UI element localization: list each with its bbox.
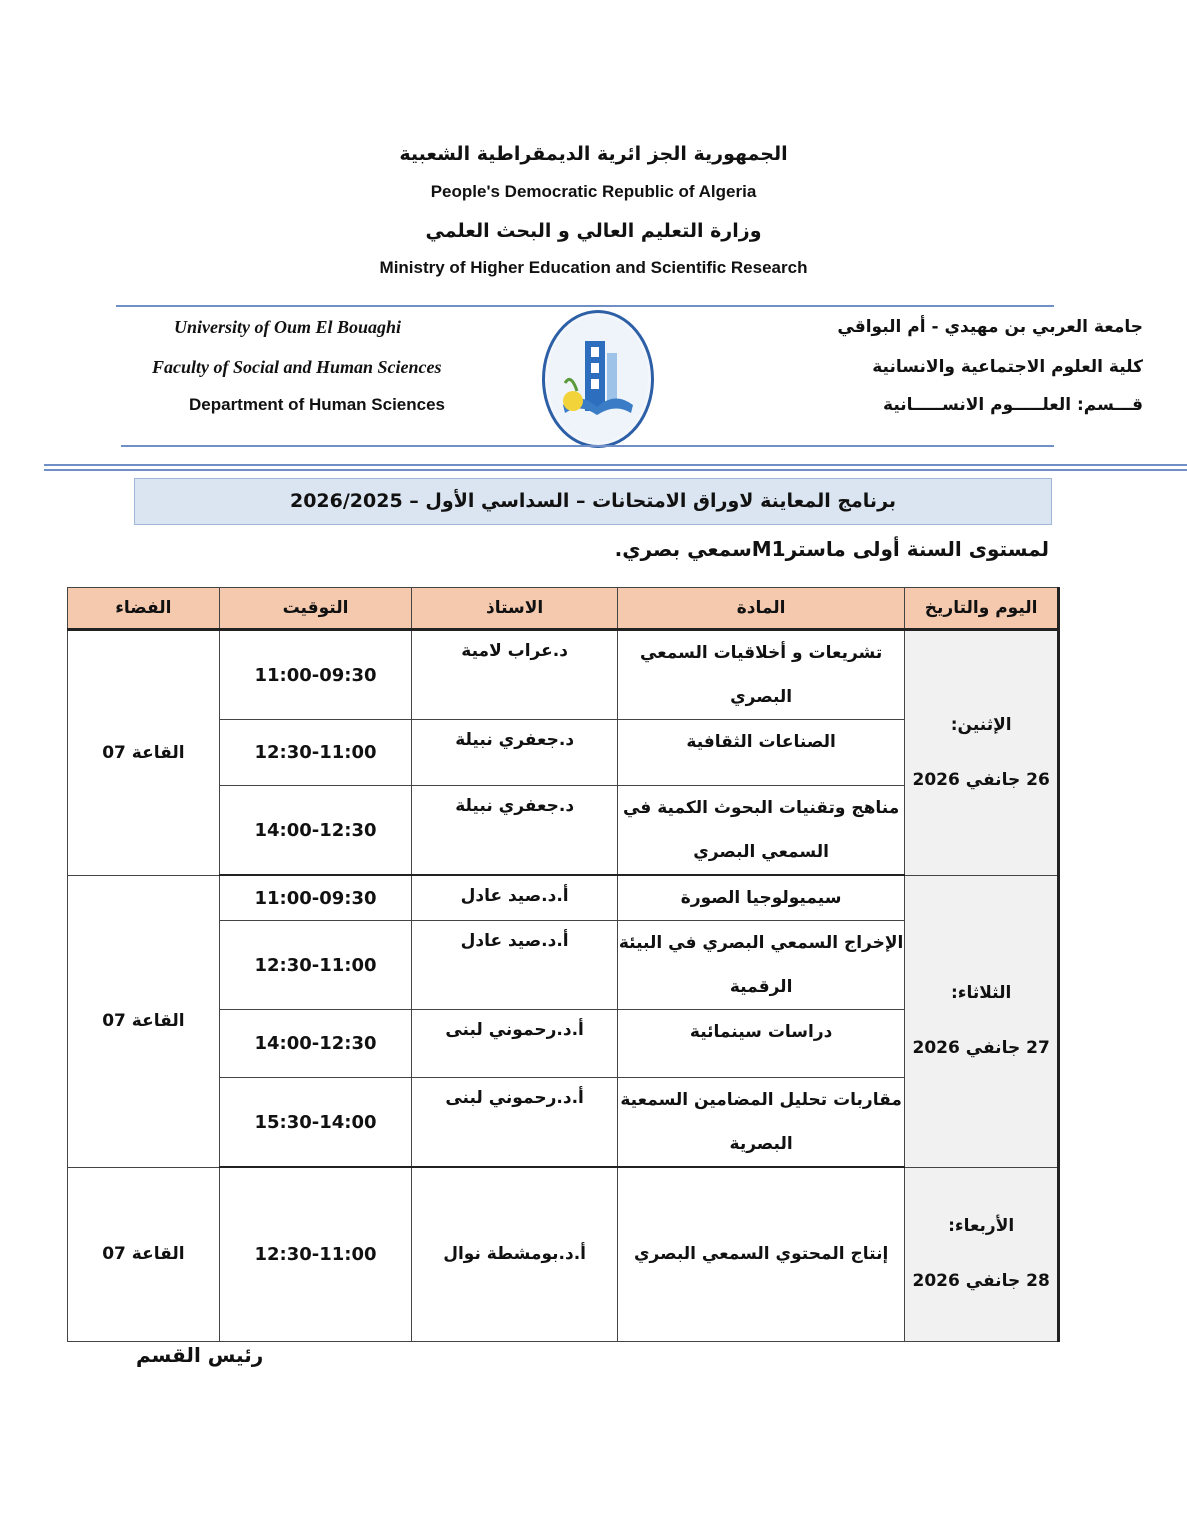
- subject-cell: إنتاج المحتوي السمعي البصري: [617, 1167, 904, 1341]
- professor-cell: أ.د.بومشطة نوال: [412, 1167, 618, 1341]
- day-date: 27 جانفي 2026: [912, 1038, 1050, 1058]
- subject-cell: تشريعات و أخلاقيات السمعي البصري: [617, 630, 904, 720]
- room-cell: القاعة 07: [68, 875, 220, 1167]
- faculty-arabic: كلية العلوم الاجتماعية والانسانية: [872, 357, 1143, 377]
- signature-label: رئيس القسم: [136, 1343, 264, 1367]
- professor-cell: د.جعفري نبيلة: [412, 786, 618, 876]
- country-english: People's Democratic Republic of Algeria: [430, 182, 757, 201]
- subject-cell: دراسات سينمائية: [617, 1010, 904, 1078]
- subject-cell: الصناعات الثقافية: [617, 720, 904, 786]
- department-english: Department of Human Sciences: [189, 395, 446, 414]
- professor-cell: أ.د.رحموني لبنى: [412, 1010, 618, 1078]
- university-english: University of Oum El Bouaghi: [174, 317, 402, 337]
- level-line: لمستوى السنة أولى ماسترM1سمعي بصري.: [614, 537, 1049, 561]
- time-cell: 12:30-11:00: [219, 1167, 412, 1341]
- ministry-arabic: وزارة التعليم العالي و البحث العلمي: [425, 220, 762, 242]
- subject-cell: سيميولوجيا الصورة: [617, 875, 904, 921]
- faculty-english: Faculty of Social and Human Sciences: [152, 357, 442, 377]
- subject-cell: مقاربات تحليل المضامين السمعية البصرية: [617, 1078, 904, 1168]
- university-arabic: جامعة العربي بن مهيدي - أم البواقي: [837, 317, 1143, 337]
- day-cell: [905, 875, 1059, 1167]
- ministry-english: Ministry of Higher Education and Scientific Research: [379, 258, 808, 277]
- professor-cell: د.جعفري نبيلة: [412, 720, 618, 786]
- header-row: [68, 588, 1059, 630]
- country-arabic: الجمهورية الجز ائرية الديمقراطية الشعبية: [399, 143, 788, 165]
- department-arabic: قـــسم: العلـــــوم الانســـــانية: [883, 395, 1143, 415]
- time-cell: 12:30-11:00: [219, 720, 412, 786]
- day-name: الإثنين:: [950, 714, 1012, 735]
- header-professor: الاستاذ: [412, 588, 618, 630]
- day-cell: [905, 630, 1059, 876]
- table-row: [68, 1167, 1059, 1341]
- time-cell: 11:00-09:30: [219, 630, 412, 720]
- top-rule: [116, 305, 1054, 307]
- time-cell: 15:30-14:00: [219, 1078, 412, 1168]
- university-logo: [542, 310, 654, 448]
- header-day: اليوم والتاريخ: [905, 588, 1059, 630]
- header-time: التوقيت: [219, 588, 412, 630]
- room-cell: القاعة 07: [68, 1167, 220, 1341]
- day-name: الثلاثاء:: [950, 983, 1012, 1003]
- double-rule-top: [44, 464, 1187, 466]
- time-cell: 14:00-12:30: [219, 786, 412, 876]
- subject-cell: مناهج وتقنيات البحوث الكمية في السمعي البصري: [617, 786, 904, 876]
- professor-cell: د.عراب لامية: [412, 630, 618, 720]
- time-cell: 14:00-12:30: [219, 1010, 412, 1078]
- time-cell: 12:30-11:00: [219, 921, 412, 1010]
- day-date: 26 جانفي 2026: [912, 769, 1050, 790]
- header-subject: المادة: [617, 588, 904, 630]
- table-row: [68, 875, 1059, 921]
- mid-rule: [121, 445, 1054, 447]
- professor-cell: أ.د.صيد عادل: [412, 875, 618, 921]
- time-cell: 11:00-09:30: [219, 875, 412, 921]
- subject-cell: الإخراج السمعي البصري في البيئة الرقمية: [617, 921, 904, 1010]
- room-cell: القاعة 07: [68, 630, 220, 876]
- document-title: برنامج المعاينة لاوراق الامتحانات – السداسي الأول – 2026/2025: [134, 478, 1052, 525]
- double-rule-bottom: [44, 469, 1187, 471]
- day-name: الأربعاء:: [948, 1216, 1015, 1236]
- table-row: [68, 630, 1059, 720]
- professor-cell: أ.د.صيد عادل: [412, 921, 618, 1010]
- professor-cell: أ.د.رحموني لبنى: [412, 1078, 618, 1168]
- schedule-table: [67, 587, 1060, 1342]
- day-date: 28 جانفي 2026: [912, 1271, 1050, 1291]
- day-cell: [905, 1167, 1059, 1341]
- header-room: الفضاء: [68, 588, 220, 630]
